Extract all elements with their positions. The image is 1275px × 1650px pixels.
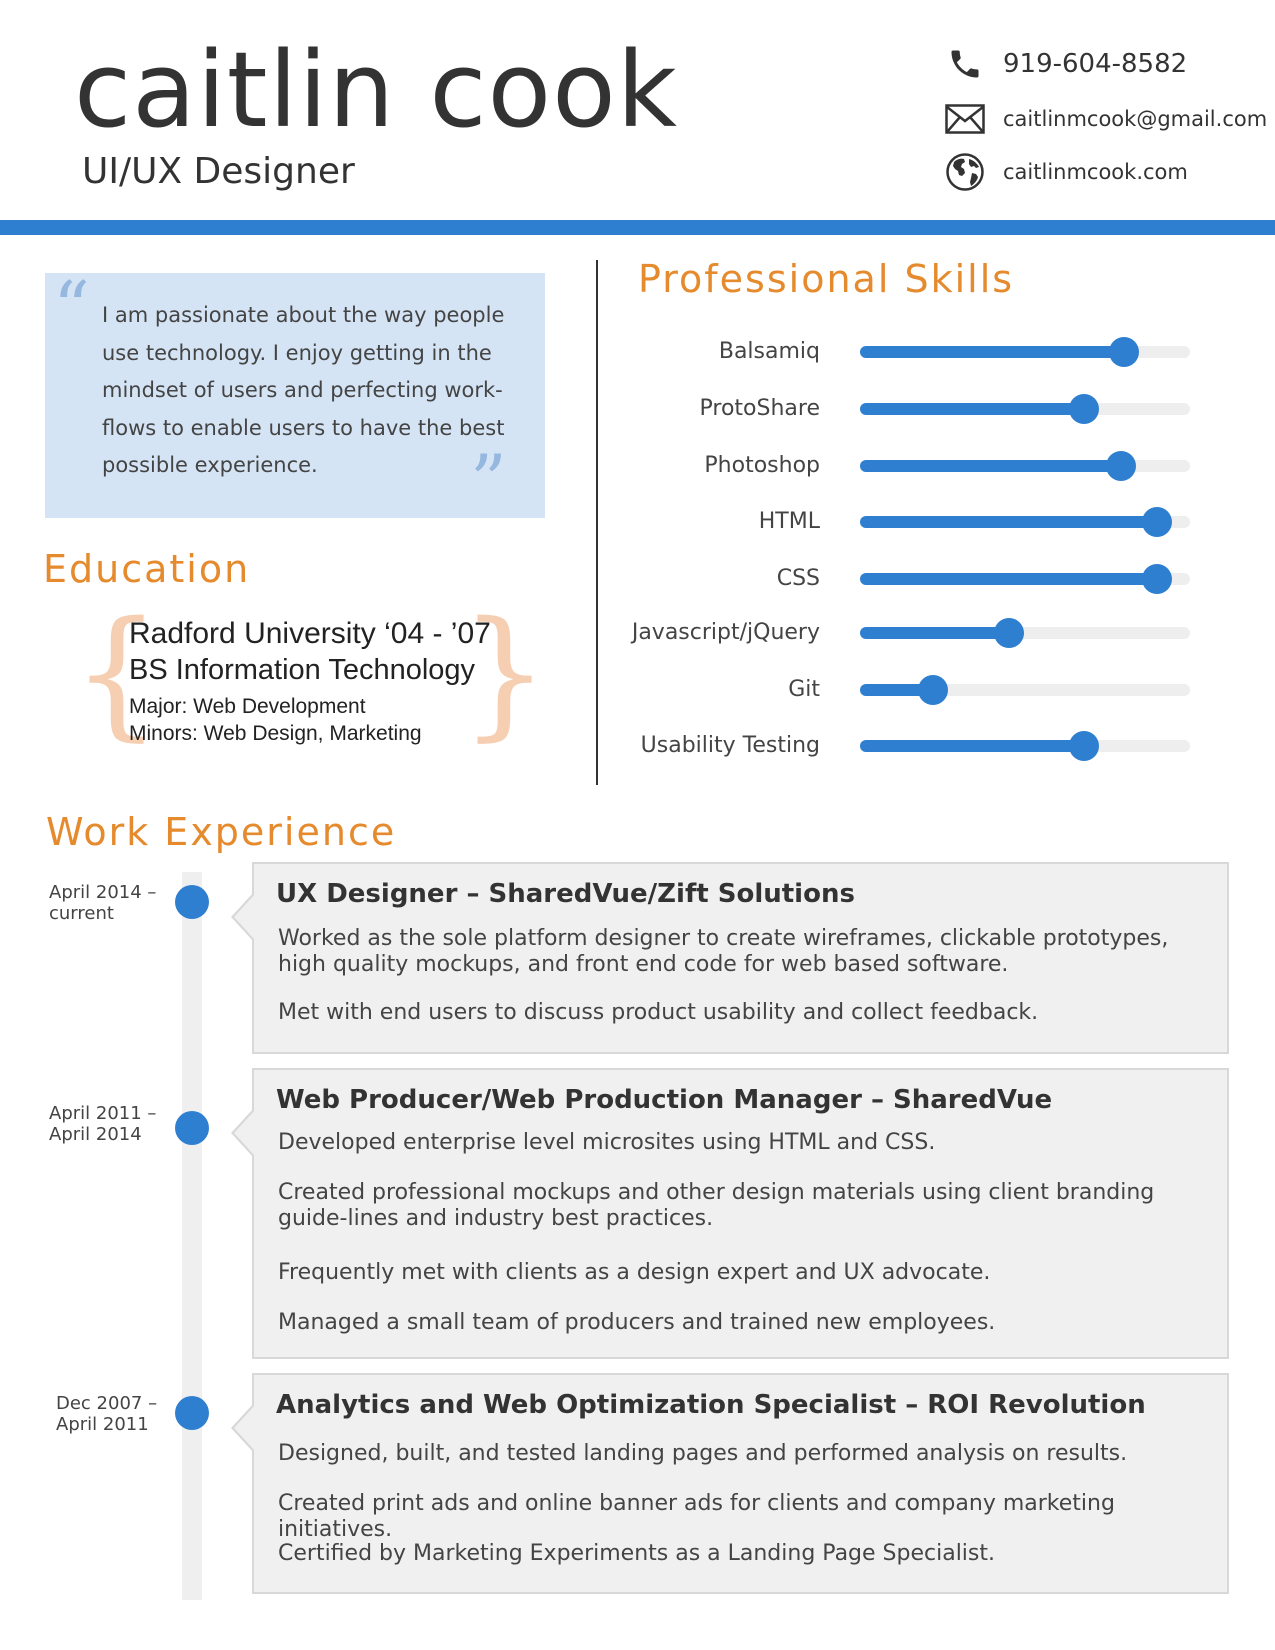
- education-heading: Education: [43, 547, 251, 591]
- open-quote-icon: “: [53, 266, 90, 350]
- skill-row: [600, 670, 1200, 710]
- job-description: Developed enterprise level microsites using HTML and CSS.: [278, 1130, 936, 1155]
- contact-phone: [945, 44, 1187, 84]
- skill-level-knob: [1109, 337, 1139, 367]
- skill-level-fill: [860, 460, 1121, 472]
- skill-level-track: [860, 740, 1190, 752]
- skill-level-knob: [1106, 451, 1136, 481]
- timeline-dot: [175, 885, 209, 919]
- job-date-end: April 2014: [49, 1124, 142, 1145]
- candidate-name: caitlin cook: [74, 29, 679, 151]
- skill-row: [600, 332, 1200, 372]
- contact-website: [945, 152, 1188, 192]
- work-heading: Work Experience: [46, 810, 397, 854]
- skill-row: [600, 559, 1200, 599]
- skill-level-knob: [1069, 731, 1099, 761]
- right-brace-icon: }: [460, 592, 550, 755]
- skill-label: CSS: [776, 566, 820, 591]
- job-card: [252, 1068, 1229, 1359]
- contact-email: [945, 99, 1267, 139]
- skill-row: [600, 446, 1200, 486]
- skill-level-knob: [1069, 394, 1099, 424]
- skill-level-fill: [860, 627, 1009, 639]
- column-divider: [596, 260, 598, 785]
- header-rule: [0, 220, 1275, 235]
- skill-row: [600, 389, 1200, 429]
- job-card-pointer-fill: [234, 894, 255, 940]
- job-card-pointer-fill: [234, 1405, 255, 1451]
- job-description: Certified by Marketing Experiments as a Landing Page Specialist.: [278, 1541, 995, 1566]
- skill-label: ProtoShare: [699, 396, 820, 421]
- job-description: Worked as the sole platform designer to create wireframes, clickable prototypes, high quality mockups, and front end code for web based software.: [278, 926, 1169, 977]
- skill-level-track: [860, 403, 1190, 415]
- website-url[interactable]: caitlinmcook.com: [1003, 160, 1188, 184]
- phone-number[interactable]: 919-604-8582: [1003, 49, 1188, 79]
- skill-label: HTML: [758, 509, 820, 534]
- job-date-end: current: [49, 903, 114, 924]
- skill-level-fill: [860, 516, 1157, 528]
- skill-level-fill: [860, 573, 1157, 585]
- timeline-dot: [175, 1396, 209, 1430]
- skill-level-track: [860, 573, 1190, 585]
- skill-level-track: [860, 516, 1190, 528]
- education-school: Radford University ‘04 - ’07: [129, 617, 491, 650]
- skill-level-track: [860, 627, 1190, 639]
- globe-icon: [945, 152, 985, 192]
- left-brace-icon: {: [72, 592, 162, 755]
- skill-label: Usability Testing: [640, 733, 820, 758]
- skill-level-fill: [860, 346, 1124, 358]
- skill-row: [600, 613, 1200, 653]
- job-date-start: Dec 2007 –: [56, 1393, 158, 1414]
- job-role: UI/UX Designer: [82, 151, 355, 192]
- job-description: Created professional mockups and other design materials using client branding guide-lines and industry best practices.: [278, 1180, 1155, 1231]
- job-date-end: April 2011: [56, 1414, 149, 1435]
- envelope-icon: [945, 99, 985, 139]
- education-degree: BS Information Technology: [129, 654, 476, 686]
- skills-heading: Professional Skills: [638, 257, 1015, 301]
- skill-label: Balsamiq: [718, 339, 820, 364]
- job-card: [252, 1373, 1229, 1594]
- job-description: Met with end users to discuss product usability and collect feedback.: [278, 1000, 1039, 1025]
- job-date-start: April 2011 –: [49, 1103, 157, 1124]
- summary-quote-text: I am passionate about the way people use technology. I enjoy getting in the mindset of users and perfecting work-flows to enable users to have the best possible experience.: [102, 303, 505, 477]
- skill-level-knob: [1142, 564, 1172, 594]
- job-date-start: April 2014 –: [49, 882, 157, 903]
- timeline-bar: [182, 872, 202, 1600]
- job-title: Analytics and Web Optimization Specialist – ROI Revolution: [276, 1390, 1146, 1420]
- job-title: UX Designer – SharedVue/Zift Solutions: [276, 879, 855, 909]
- skill-level-knob: [994, 618, 1024, 648]
- timeline-dot: [175, 1111, 209, 1145]
- education-minors: Minors: Web Design, Marketing: [129, 722, 422, 745]
- skill-label: Javascript/jQuery: [631, 620, 820, 645]
- skill-level-track: [860, 346, 1190, 358]
- job-card: [252, 862, 1229, 1054]
- skill-row: [600, 726, 1200, 766]
- email-address[interactable]: caitlinmcook@gmail.com: [1003, 107, 1268, 131]
- job-description: Designed, built, and tested landing pages and performed analysis on results.: [278, 1441, 1128, 1466]
- job-title: Web Producer/Web Production Manager – SharedVue: [276, 1085, 1053, 1115]
- skill-level-track: [860, 460, 1190, 472]
- skill-label: Photoshop: [704, 453, 820, 478]
- skill-level-fill: [860, 403, 1084, 415]
- skill-level-fill: [860, 740, 1084, 752]
- education-major: Major: Web Development: [129, 695, 366, 718]
- job-description: Managed a small team of producers and trained new employees.: [278, 1310, 996, 1335]
- phone-icon: [945, 44, 985, 84]
- skill-level-knob: [918, 675, 948, 705]
- skill-level-knob: [1142, 507, 1172, 537]
- job-description: Created print ads and online banner ads for clients and company marketing initiatives.: [278, 1491, 1115, 1542]
- skill-label: Git: [788, 677, 820, 702]
- job-description: Frequently met with clients as a design expert and UX advocate.: [278, 1260, 991, 1285]
- close-quote-icon: ”: [470, 439, 507, 523]
- skill-row: [600, 502, 1200, 542]
- skill-level-track: [860, 684, 1190, 696]
- job-card-pointer-fill: [234, 1110, 255, 1156]
